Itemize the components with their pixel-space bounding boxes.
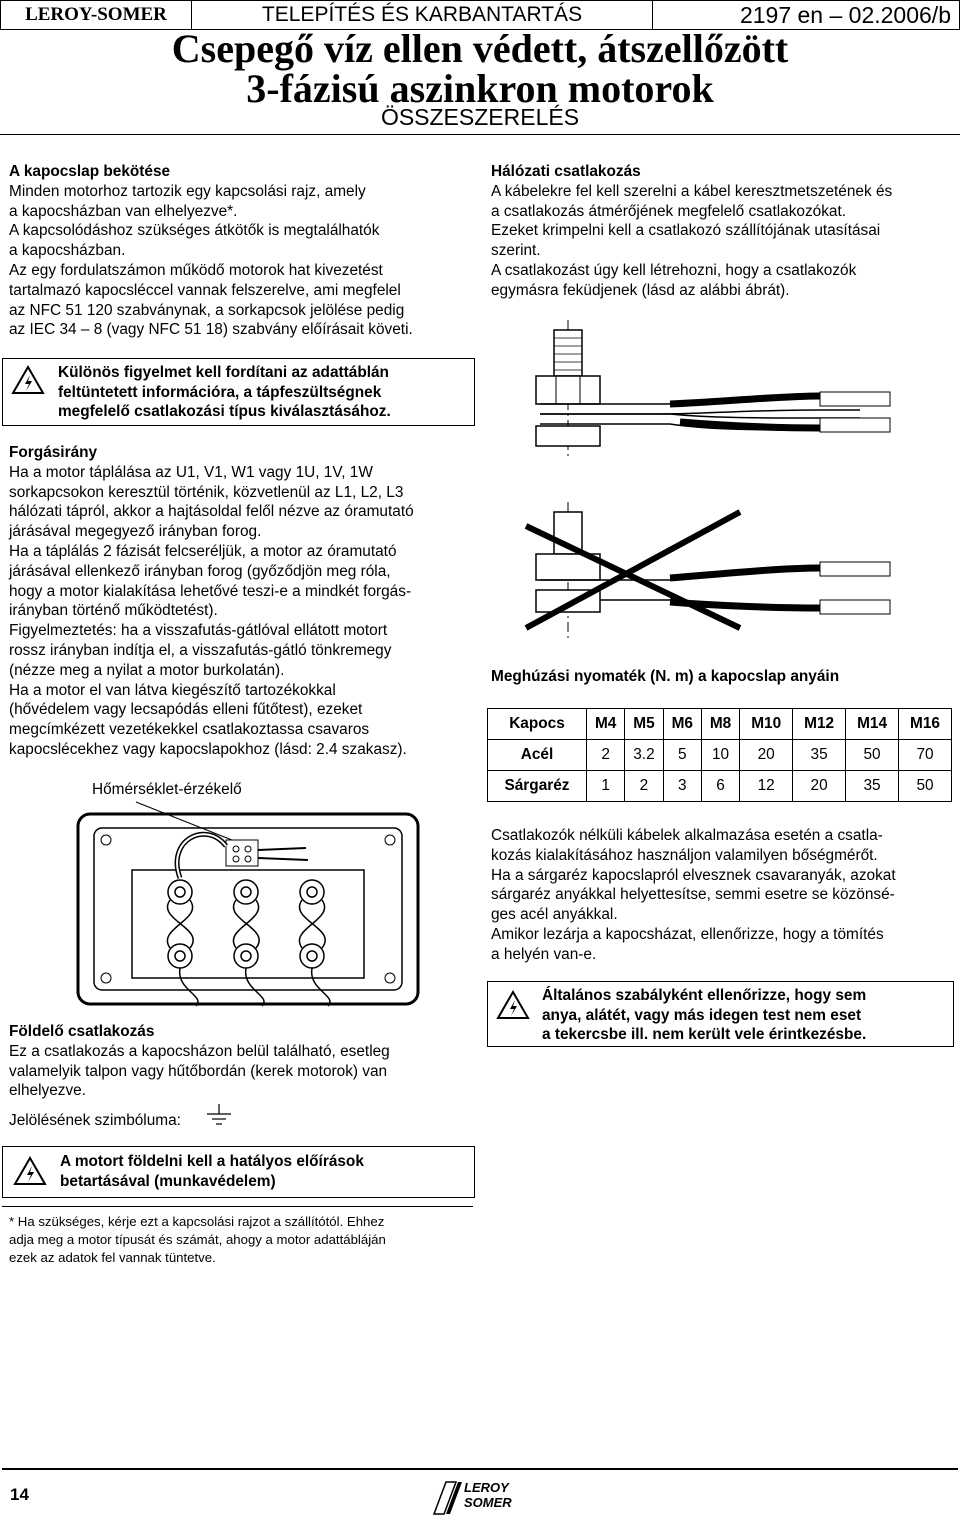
- network-line: A kábelekre fel kell szerelni a kábel keresztmetszetének és: [491, 182, 893, 200]
- warning-triangle-icon: [11, 365, 45, 395]
- footnote-line: adja meg a motor típusát és számát, ahogy a motor adattábláján: [9, 1231, 386, 1247]
- table-cell: 5: [663, 740, 701, 771]
- table-cell: 50: [899, 771, 952, 802]
- network-line: egymásra feküdjenek (lásd az alábbi ábrát).: [491, 281, 790, 299]
- cables-line: Amikor lezárja a kapocsházat, ellenőrizze, hogy a tömítés: [491, 925, 884, 943]
- warning-box-earthing: [2, 1146, 475, 1198]
- network-line: Ezeket krimpelni kell a csatlakozó szállítójának utasításai: [491, 222, 881, 240]
- page-title-line2: 3-fázisú aszinkron motorok: [246, 66, 714, 111]
- table-cell: 6: [701, 771, 739, 802]
- cables-line: sárgaréz anyákkal helyettesítse, semmi esetre se közönsé-: [491, 886, 895, 904]
- network-heading: Hálózati csatlakozás: [491, 163, 641, 180]
- warning-box-connection-type: [2, 358, 475, 426]
- warning-line: Különös figyelmet kell fordítani az adattáblán: [58, 364, 389, 381]
- footer-rule: [2, 1468, 958, 1470]
- table-header-cell: M12: [793, 709, 846, 740]
- warning-line: Általános szabályként ellenőrizze, hogy sem: [542, 987, 867, 1004]
- rotation-line: sorkapcsokon keresztül történik, közvetlenül az L1, L2, L3: [9, 483, 404, 501]
- warning-line: A motort földelni kell a hatályos előírások: [60, 1153, 364, 1170]
- header-brand: LEROY-SOMER: [1, 1, 192, 29]
- connection-line: Minden motorhoz tartozik egy kapcsolási rajz, amely: [9, 182, 366, 200]
- table-cell: 70: [899, 740, 952, 771]
- warning-line: a tekercsbe ill. nem került vele érintkezésbe.: [542, 1026, 867, 1044]
- rotation-line: hogy a motor kialakítása lehetővé teszi-e a mindkét forgás-: [9, 582, 412, 600]
- warning-line: betartásával (munkavédelem): [60, 1172, 276, 1190]
- table-cell: 2: [587, 740, 625, 771]
- table-cell: 35: [793, 740, 846, 771]
- table-header-cell: M5: [625, 709, 663, 740]
- table-cell: 3: [663, 771, 701, 802]
- cables-section: [491, 826, 951, 965]
- rotation-section: [9, 443, 479, 760]
- earth-line: valamelyik talpon vagy hűtőbordán (kerek motorok) van: [9, 1062, 388, 1080]
- logo-text-somer: SOMER: [464, 1495, 512, 1510]
- footnote: [9, 1213, 479, 1266]
- rotation-line: irányban történő működtetést).: [9, 602, 218, 620]
- cables-line: kozás kialakításához használjon valamilyen bőségmérőt.: [491, 846, 878, 864]
- page-number: 14: [10, 1485, 29, 1504]
- cables-line: Ha a sárgaréz kapocslapról elvesznek csavaranyák, azokat: [491, 866, 896, 884]
- warning-line: feltüntetett információra, a tápfeszültségnek: [58, 383, 382, 401]
- incorrect-connection-diagram: [520, 500, 900, 640]
- table-cell: 2: [625, 771, 663, 802]
- torque-heading: Meghúzási nyomaték (N. m) a kapocslap anyáin: [491, 668, 840, 685]
- header-section-tag: TELEPÍTÉS ÉS KARBANTARTÁS: [192, 1, 653, 29]
- cables-line: ges acél anyákkal.: [491, 906, 618, 924]
- page-title-line1: Csepegő víz ellen védett, átszellőzött: [171, 26, 789, 71]
- logo-text-leroy: LEROY: [464, 1480, 509, 1495]
- earth-line: Ez a csatlakozás a kapocsházon belül található, esetleg: [9, 1042, 390, 1060]
- earth-symbol-label: Jelölésének szimbóluma:: [9, 1112, 181, 1129]
- connection-heading: A kapocslap bekötése: [9, 163, 171, 180]
- table-cell: Acél: [488, 740, 587, 771]
- table-cell: 3.2: [625, 740, 663, 771]
- connection-line: Az egy fordulatszámon működő motorok hat kivezetést: [9, 261, 383, 279]
- page-subtitle: ÖSSZESZERELÉS: [380, 104, 580, 130]
- header-rule: [0, 134, 960, 135]
- table-header-cell: M16: [899, 709, 952, 740]
- earth-symbol-icon: [204, 1102, 234, 1132]
- footnote-rule: [2, 1206, 473, 1207]
- rotation-line: Ha a motor táplálása az U1, V1, W1 vagy 1U, 1V, 1W: [9, 463, 373, 481]
- connection-line: az IEC 34 – 8 (vagy NFC 51 18) szabvány előírásait követi.: [9, 321, 413, 339]
- cables-line: a helyén van-e.: [491, 945, 597, 963]
- network-section: [491, 162, 951, 301]
- table-cell: 20: [793, 771, 846, 802]
- rotation-line: Ha a motor el van látva kiegészítő tartozékokkal: [9, 681, 336, 699]
- table-header-cell: M10: [740, 709, 793, 740]
- terminal-board-diagram: [76, 800, 420, 1008]
- connection-line: az NFC 51 120 szabványnak, a sorkapcsok jelölése pedig: [9, 301, 405, 319]
- header-doc-reference: 2197 en – 02.2006/b: [739, 1, 951, 28]
- footnote-line: ezek az adatok fel vannak tüntetve.: [9, 1249, 216, 1265]
- rotation-line: megcímkézett vezetékekkel csatlakoztassa csavaros: [9, 721, 370, 739]
- warning-triangle-icon: [496, 990, 530, 1020]
- table-cell: 10: [701, 740, 739, 771]
- rotation-heading: Forgásirány: [9, 444, 98, 461]
- earth-section: [9, 1022, 479, 1101]
- warning-line: megfelelő csatlakozási típus kiválasztásához.: [58, 403, 391, 421]
- warning-triangle-icon: [13, 1156, 47, 1186]
- table-cell: 20: [740, 740, 793, 771]
- table-header-cell: Kapocs: [488, 709, 587, 740]
- leroy-somer-logo: [432, 1478, 528, 1516]
- earth-heading: Földelő csatlakozás: [9, 1023, 155, 1040]
- rotation-line: (hővédelem vagy lecsapódás elleni fűtőtest), ezeket: [9, 701, 363, 719]
- rotation-line: Figyelmeztetés: ha a visszafutás-gátlóval ellátott motort: [9, 622, 388, 640]
- network-line: a csatlakozás átmérőjének megfelelő csatlakozókat.: [491, 202, 847, 220]
- rotation-line: hálózati tápról, akkor a hajtásoldal felől nézve az óramutató: [9, 503, 414, 521]
- earth-line: elhelyezve.: [9, 1082, 86, 1100]
- rotation-line: (nézze meg a nyilat a motor burkolatán).: [9, 661, 285, 679]
- table-header-cell: M8: [701, 709, 739, 740]
- rotation-line: járásával ellenkező irányban forog (győződjön meg róla,: [9, 562, 391, 580]
- table-row: [488, 771, 952, 802]
- table-header-row: [488, 709, 952, 740]
- table-cell: 12: [740, 771, 793, 802]
- connection-line: A kapcsolódáshoz szükséges átkötők is megtalálhatók: [9, 222, 380, 240]
- correct-connection-diagram: [520, 318, 900, 458]
- connection-line: a kapocsházban van elhelyezve*.: [9, 202, 238, 220]
- table-cell: 35: [846, 771, 899, 802]
- table-cell: Sárgaréz: [488, 771, 587, 802]
- table-header-cell: M14: [846, 709, 899, 740]
- warning-line: anya, alátét, vagy más idegen test nem eset: [542, 1006, 862, 1024]
- footnote-line: * Ha szükséges, kérje ezt a kapcsolási rajzot a szállítótól. Ehhez: [9, 1214, 385, 1229]
- warning-box-foreign-objects: [487, 981, 954, 1047]
- table-row: [488, 740, 952, 771]
- network-line: A csatlakozást úgy kell létrehozni, hogy a csatlakozók: [491, 261, 857, 279]
- rotation-line: Ha a táplálás 2 fázisát felcseréljük, a motor az óramutató: [9, 542, 397, 560]
- table-header-cell: M6: [663, 709, 701, 740]
- table-header-cell: M4: [587, 709, 625, 740]
- connection-section: [9, 162, 479, 340]
- sensor-label: Hőmérséklet-érzékelő: [92, 781, 242, 798]
- rotation-line: járásával megegyező irányban forog.: [9, 523, 262, 541]
- table-cell: 50: [846, 740, 899, 771]
- table-cell: 1: [587, 771, 625, 802]
- cables-line: Csatlakozók nélküli kábelek alkalmazása esetén a csatla-: [491, 827, 883, 844]
- connection-line: tartalmazó kapocsléccel vannak felszerelve, ami megfelel: [9, 281, 401, 299]
- rotation-line: kapocslécekhez vagy kapocslapokhoz (lásd: 2.4 szakasz).: [9, 740, 407, 758]
- network-line: szerint.: [491, 242, 541, 260]
- connection-line: a kapocsházban.: [9, 242, 126, 260]
- rotation-line: rossz irányban indítja el, a visszafutás-gátló tönkremegy: [9, 641, 392, 659]
- torque-table: [487, 708, 952, 802]
